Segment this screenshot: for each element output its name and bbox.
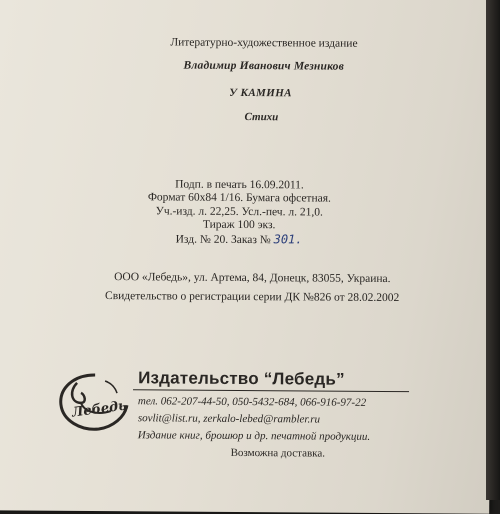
delivery-note: Возможна доставка. [230, 446, 326, 460]
registration-certificate: Свидетельство о регистрации серии ДК №826 от 28.02.2002 [105, 290, 400, 305]
sheets-line: Уч.-изд. л. 22,25. Усл.-печ. л. 21,0. [155, 205, 323, 219]
publisher-name: Издательство “Лебедь” [138, 368, 345, 389]
edition-type: Литературно-художественное издание [170, 36, 358, 50]
order-number-handwritten: 301. [273, 231, 303, 247]
publisher-address: ООО «Лебедь», ул. Артема, 84, Донецк, 83055, Украина. [114, 271, 391, 286]
logo-text: Лебедь [71, 398, 128, 421]
divider [133, 389, 409, 392]
publisher-emails: sovlit@list.ru, zerkalo-lebed@rambler.ru [137, 412, 321, 426]
order-line [144, 232, 334, 248]
author-name: Владимир Иванович Мезников [183, 59, 345, 73]
publisher-phones: тел. 062-207-44-50, 050-5432-684, 066-916-97-22 [137, 395, 367, 409]
imprint-block [144, 178, 334, 247]
format-line: Формат 60x84 1/16. Бумага офсетная. [147, 191, 331, 206]
order-prefix: Изд. № 20. Заказ № [175, 233, 271, 246]
signed-to-print: Подп. в печать 16.09.2011. [175, 178, 304, 192]
book-title: У КАМИНА [229, 86, 292, 100]
publisher-services: Издание книг, брошюр и др. печатной продукции. [137, 429, 371, 443]
book-genre: Стихи [244, 111, 279, 124]
swan-logo-icon [55, 369, 133, 436]
print-run: Тираж 100 экз. [202, 218, 276, 232]
book-edge [486, 0, 500, 500]
